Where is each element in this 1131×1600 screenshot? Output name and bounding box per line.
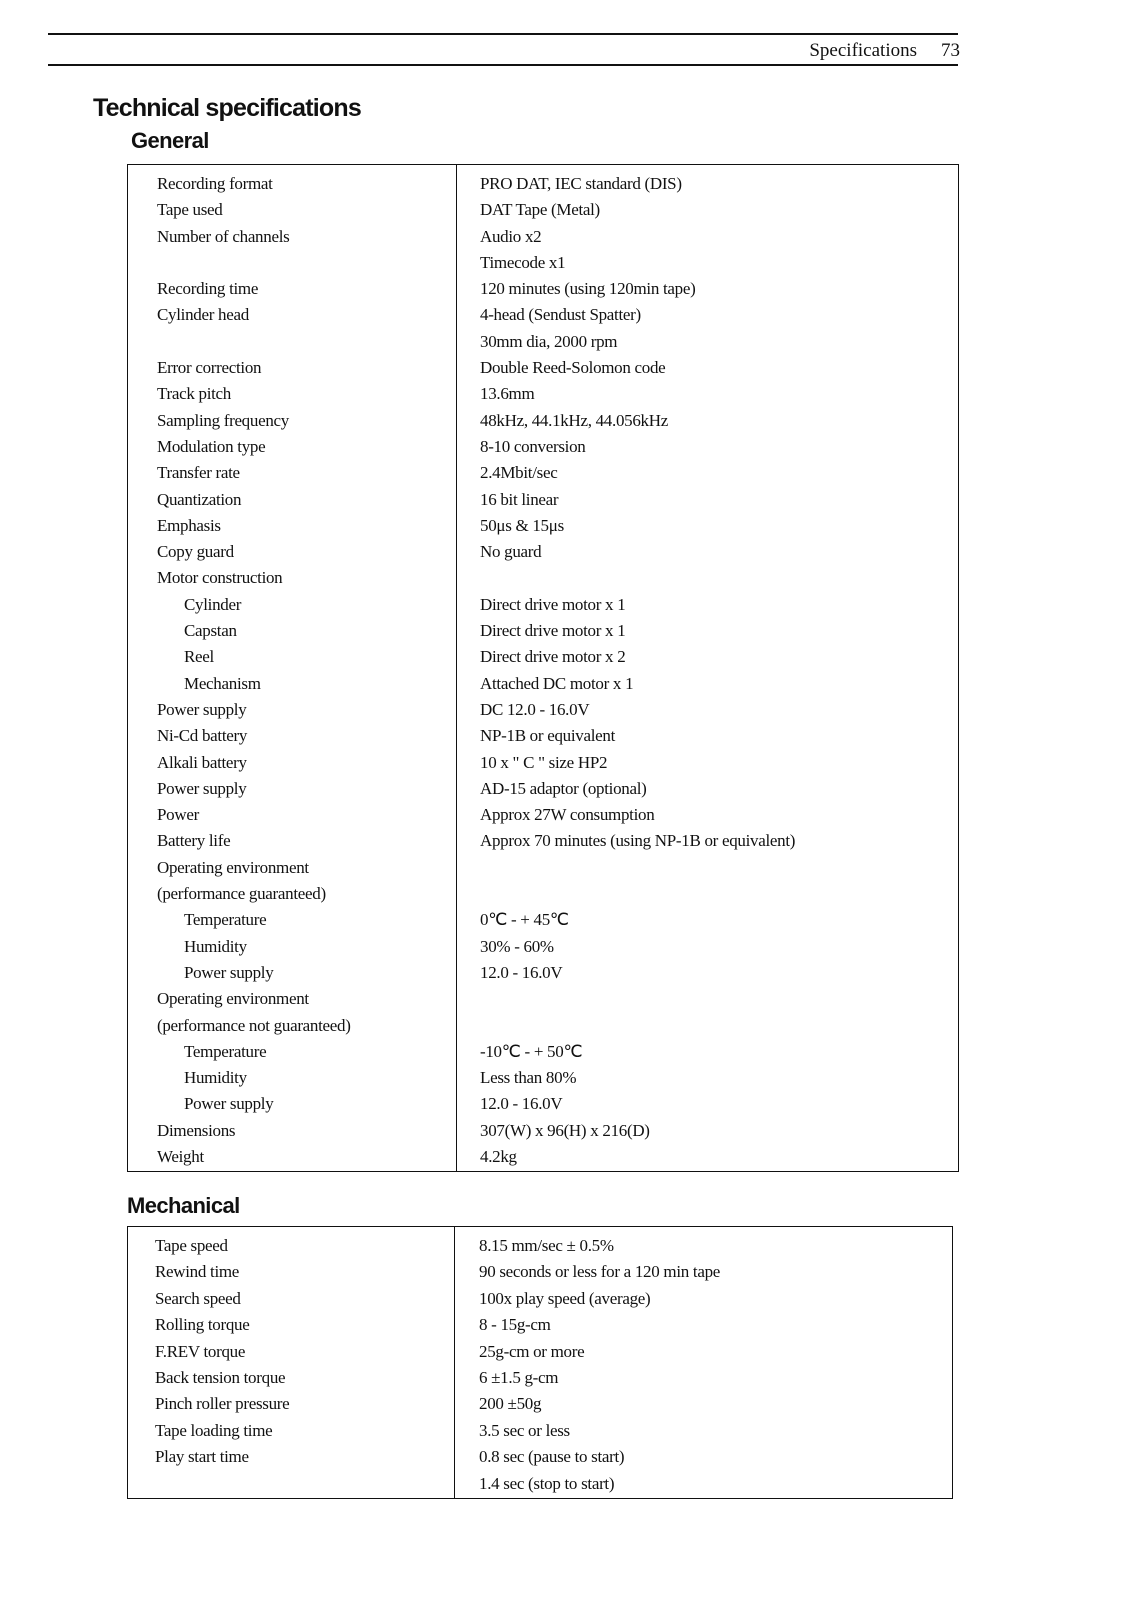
section-name: Specifications	[809, 40, 917, 61]
spec-value: 200 ±50g	[479, 1394, 542, 1414]
spec-label: (performance not guaranteed)	[157, 1015, 351, 1035]
spec-label: Pinch roller pressure	[155, 1394, 290, 1414]
spec-value: PRO DAT, IEC standard (DIS)	[480, 174, 682, 193]
spec-label: Battery life	[157, 831, 231, 851]
spec-label: Humidity	[184, 1068, 247, 1088]
mechanical-labels-column	[155, 1233, 289, 1497]
spec-value: 48kHz, 44.1kHz, 44.056kHz	[480, 410, 668, 430]
spec-label: Power	[157, 805, 199, 825]
spec-label: Back tension torque	[155, 1367, 286, 1387]
spec-value: NP-1B or equivalent	[480, 726, 615, 746]
spec-label	[157, 250, 351, 276]
mechanical-heading: Mechanical	[127, 1193, 240, 1218]
spec-label: Quantization	[157, 489, 242, 509]
spec-label: Alkali battery	[157, 752, 247, 772]
spec-value: 8.15 mm/sec ± 0.5%	[479, 1236, 614, 1255]
spec-label: Capstan	[184, 621, 237, 641]
general-heading: General	[131, 128, 209, 153]
spec-label: Weight	[157, 1146, 204, 1166]
spec-value: AD-15 adaptor (optional)	[480, 778, 647, 798]
spec-value: Double Reed-Solomon code	[480, 358, 666, 378]
spec-value: Timecode x1	[480, 252, 566, 272]
spec-label: Error correction	[157, 358, 262, 378]
spec-value: 307(W) x 96(H) x 216(D)	[480, 1120, 650, 1140]
spec-value: Less than 80%	[480, 1068, 577, 1088]
spec-value: 12.0 - 16.0V	[480, 1094, 563, 1114]
spec-label: Temperature	[184, 1041, 267, 1061]
page-number: 73	[941, 40, 960, 61]
spec-label: Track pitch	[157, 384, 231, 404]
spec-label: Rewind time	[155, 1262, 240, 1282]
spec-value: Attached DC motor x 1	[480, 673, 634, 693]
spec-value	[480, 881, 795, 907]
spec-value: 100x play speed (average)	[479, 1288, 651, 1308]
spec-value: Direct drive motor x 2	[480, 647, 626, 667]
spec-label: Ni-Cd battery	[157, 726, 248, 746]
general-values-column	[480, 171, 795, 1170]
spec-label: Tape speed	[155, 1236, 228, 1255]
spec-label: Recording format	[157, 174, 273, 193]
spec-label: Mechanism	[184, 673, 261, 693]
spec-label: Number of channels	[157, 226, 290, 246]
spec-value: 2.4Mbit/sec	[480, 463, 558, 483]
spec-value	[480, 855, 795, 881]
spec-value: 8 - 15g-cm	[479, 1315, 551, 1335]
spec-label: Reel	[184, 647, 214, 667]
column-divider	[456, 165, 457, 1171]
spec-label: Power supply	[184, 1094, 274, 1114]
spec-value: 13.6mm	[480, 384, 535, 404]
page-title: Technical specifications	[93, 94, 361, 122]
spec-value: 10 x " C " size HP2	[480, 752, 608, 772]
spec-value: 30mm dia, 2000 rpm	[480, 331, 618, 351]
spec-value: No guard	[480, 542, 542, 562]
spec-value: 6 ±1.5 g-cm	[479, 1367, 559, 1387]
spec-label: Dimensions	[157, 1120, 236, 1140]
spec-value: 0.8 sec (pause to start)	[479, 1447, 625, 1467]
spec-label: Search speed	[155, 1288, 241, 1308]
spec-label: Modulation type	[157, 436, 266, 456]
spec-label: Recording time	[157, 279, 259, 299]
spec-value: 4-head (Sendust Spatter)	[480, 305, 641, 325]
spec-value: 25g-cm or more	[479, 1341, 585, 1361]
spec-value: 50μs & 15μs	[480, 515, 564, 535]
spec-value: DC 12.0 - 16.0V	[480, 699, 590, 719]
spec-label: Transfer rate	[157, 463, 240, 483]
spec-value: 12.0 - 16.0V	[480, 962, 563, 982]
spec-value: Direct drive motor x 1	[480, 621, 626, 641]
spec-value: DAT Tape (Metal)	[480, 200, 600, 220]
spec-label: Humidity	[184, 936, 247, 956]
spec-label	[155, 1471, 289, 1497]
spec-label: (performance guaranteed)	[157, 884, 326, 904]
general-labels-column	[157, 171, 351, 1170]
header-bottom-rule	[48, 64, 958, 66]
spec-value	[480, 986, 795, 1012]
spec-value: 120 minutes (using 120min tape)	[480, 279, 696, 299]
spec-value: 90 seconds or less for a 120 min tape	[479, 1262, 721, 1282]
header-top-rule	[48, 33, 958, 35]
spec-label: Copy guard	[157, 542, 234, 562]
spec-value: 8-10 conversion	[480, 436, 586, 456]
spec-label: Temperature	[184, 910, 267, 930]
spec-value: 16 bit linear	[480, 489, 559, 509]
general-spec-table	[127, 164, 959, 1172]
spec-label: Power supply	[157, 699, 247, 719]
spec-label: Cylinder head	[157, 305, 249, 325]
spec-label	[157, 329, 351, 355]
spec-value: Approx 70 minutes (using NP-1B or equivalent)	[480, 831, 796, 851]
spec-label: Cylinder	[184, 594, 242, 614]
spec-value: 30% - 60%	[480, 936, 554, 956]
running-head	[809, 40, 960, 62]
spec-label: Operating environment	[157, 857, 309, 877]
spec-label: Power supply	[184, 962, 274, 982]
spec-value: Direct drive motor x 1	[480, 594, 626, 614]
spec-label: Operating environment	[157, 989, 309, 1009]
mechanical-values-column	[479, 1233, 720, 1497]
spec-label: Motor construction	[157, 568, 283, 588]
spec-value: Audio x2	[480, 226, 542, 246]
spec-label: Play start time	[155, 1447, 249, 1467]
spec-value: 3.5 sec or less	[479, 1420, 570, 1440]
spec-label: Emphasis	[157, 515, 221, 535]
spec-value	[480, 565, 795, 591]
spec-value: 0℃ - + 45℃	[480, 910, 569, 930]
mechanical-spec-table	[127, 1226, 953, 1499]
spec-value: -10℃ - + 50℃	[480, 1041, 583, 1061]
spec-value	[480, 1013, 795, 1039]
spec-value: 1.4 sec (stop to start)	[479, 1473, 615, 1493]
spec-value: Approx 27W consumption	[480, 805, 655, 825]
spec-label: Sampling frequency	[157, 410, 289, 430]
column-divider	[454, 1227, 455, 1498]
spec-label: Tape used	[157, 200, 223, 220]
spec-label: Rolling torque	[155, 1315, 250, 1335]
spec-label: F.REV torque	[155, 1341, 246, 1361]
spec-value: 4.2kg	[480, 1146, 517, 1166]
spec-label: Tape loading time	[155, 1420, 273, 1440]
spec-label: Power supply	[157, 778, 247, 798]
